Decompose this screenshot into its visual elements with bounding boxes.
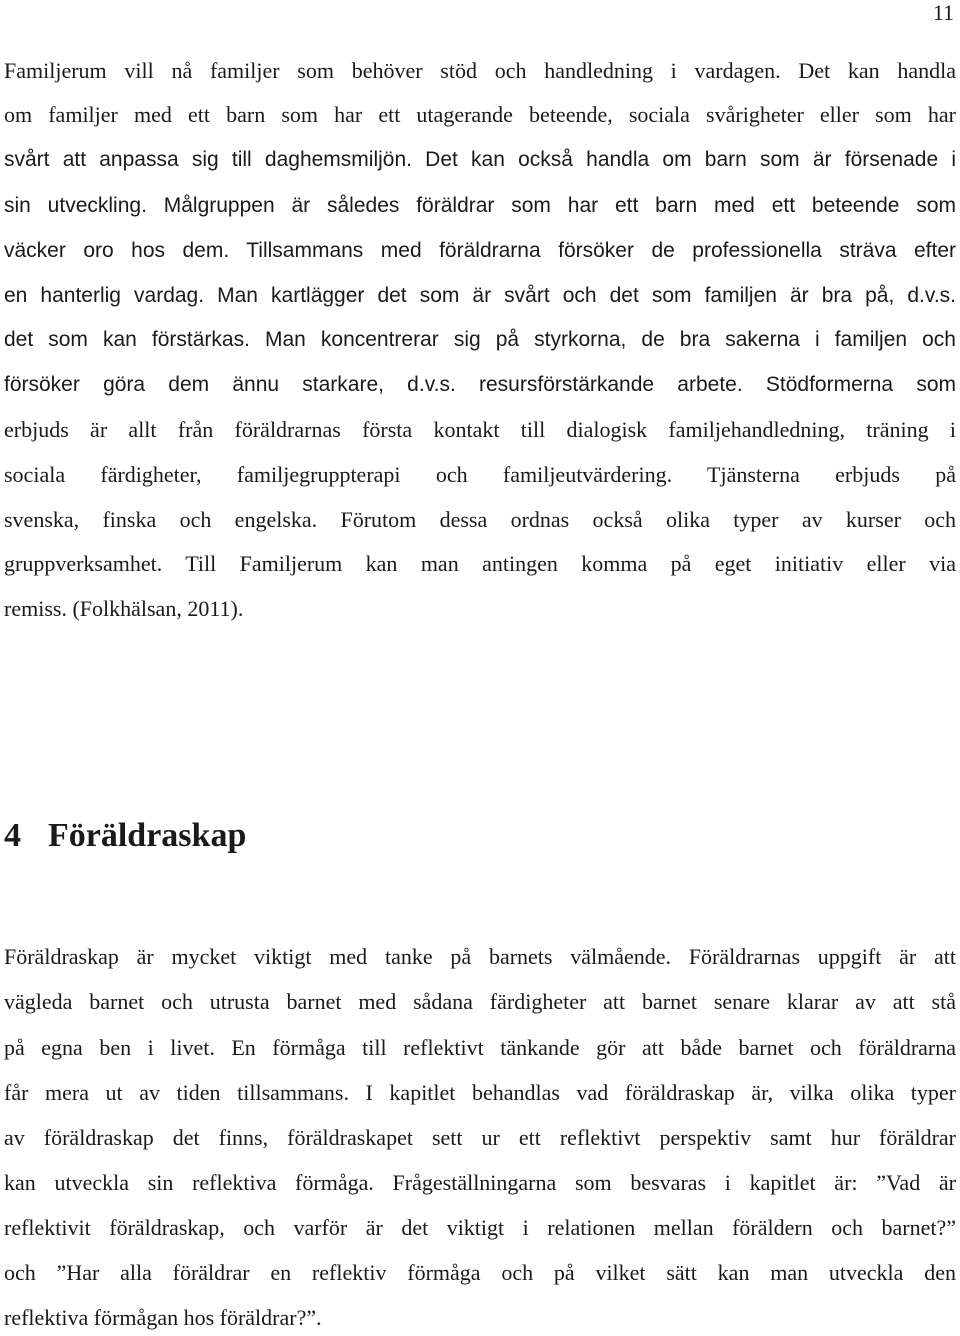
text-line: remiss. (Folkhälsan, 2011).: [4, 596, 244, 621]
text-line: av föräldraskap det finns, föräldraskapet sett ur ett reflektivt perspektiv samt hur föräldrar: [4, 1125, 956, 1150]
text-line: sin utveckling. Målgruppen är således föräldrar som har ett barn med ett beteende som: [4, 194, 956, 217]
text-line: kan utveckla sin reflektiva förmåga. Frågeställningarna som besvaras i kapitlet är: ”Vad är: [4, 1170, 956, 1195]
text-line: det som kan förstärkas. Man koncentrerar sig på styrkorna, de bra sakerna i familjen och: [4, 328, 956, 351]
text-line: väcker oro hos dem. Tillsammans med föräldrarna försöker de professionella sträva efter: [4, 239, 956, 262]
text-line: reflektivit föräldraskap, och varför är det viktigt i relationen mellan föräldern och barnet?”: [4, 1215, 956, 1240]
text-line: Familjerum vill nå familjer som behöver stöd och handledning i vardagen. Det kan handla: [4, 58, 956, 83]
text-line: får mera ut av tiden tillsammans. I kapitlet behandlas vad föräldraskap är, vilka olika typer: [4, 1080, 956, 1105]
page-number: 11: [932, 0, 954, 25]
text-line: Föräldraskap är mycket viktigt med tanke på barnets välmående. Föräldrarnas uppgift är att: [4, 944, 956, 969]
chapter-heading: [4, 816, 246, 856]
text-line: vägleda barnet och utrusta barnet med sådana färdigheter att barnet senare klarar av att stå: [4, 989, 956, 1014]
chapter-title: Föräldraskap: [48, 817, 247, 854]
text-line: om familjer med ett barn som har ett utagerande beteende, sociala svårigheter eller som har: [4, 102, 956, 127]
text-line: reflektiva förmågan hos föräldrar?”.: [4, 1305, 322, 1330]
chapter-number: 4: [4, 817, 21, 854]
text-line: sociala färdigheter, familjegruppterapi och familjeutvärdering. Tjänsterna erbjuds på: [4, 462, 956, 487]
text-line: svårt att anpassa sig till daghemsmiljön. Det kan också handla om barn som är försenade i: [4, 148, 956, 171]
text-line: erbjuds är allt från föräldrarnas första kontakt till dialogisk familjehandledning, träning i: [4, 417, 956, 442]
text-line: försöker göra dem ännu starkare, d.v.s. resursförstärkande arbete. Stödformerna som: [4, 373, 956, 396]
text-line: gruppverksamhet. Till Familjerum kan man antingen komma på eget initiativ eller via: [4, 551, 956, 576]
text-line: och ”Har alla föräldrar en reflektiv förmåga och på vilket sätt kan man utveckla den: [4, 1260, 956, 1285]
text-line: på egna ben i livet. En förmåga till reflektivt tänkande gör att både barnet och föräldrarna: [4, 1035, 956, 1060]
text-line: en hanterlig vardag. Man kartlägger det som är svårt och det som familjen är bra på, d.v.s.: [4, 284, 956, 307]
text-line: svenska, finska och engelska. Förutom dessa ordnas också olika typer av kurser och: [4, 507, 956, 532]
